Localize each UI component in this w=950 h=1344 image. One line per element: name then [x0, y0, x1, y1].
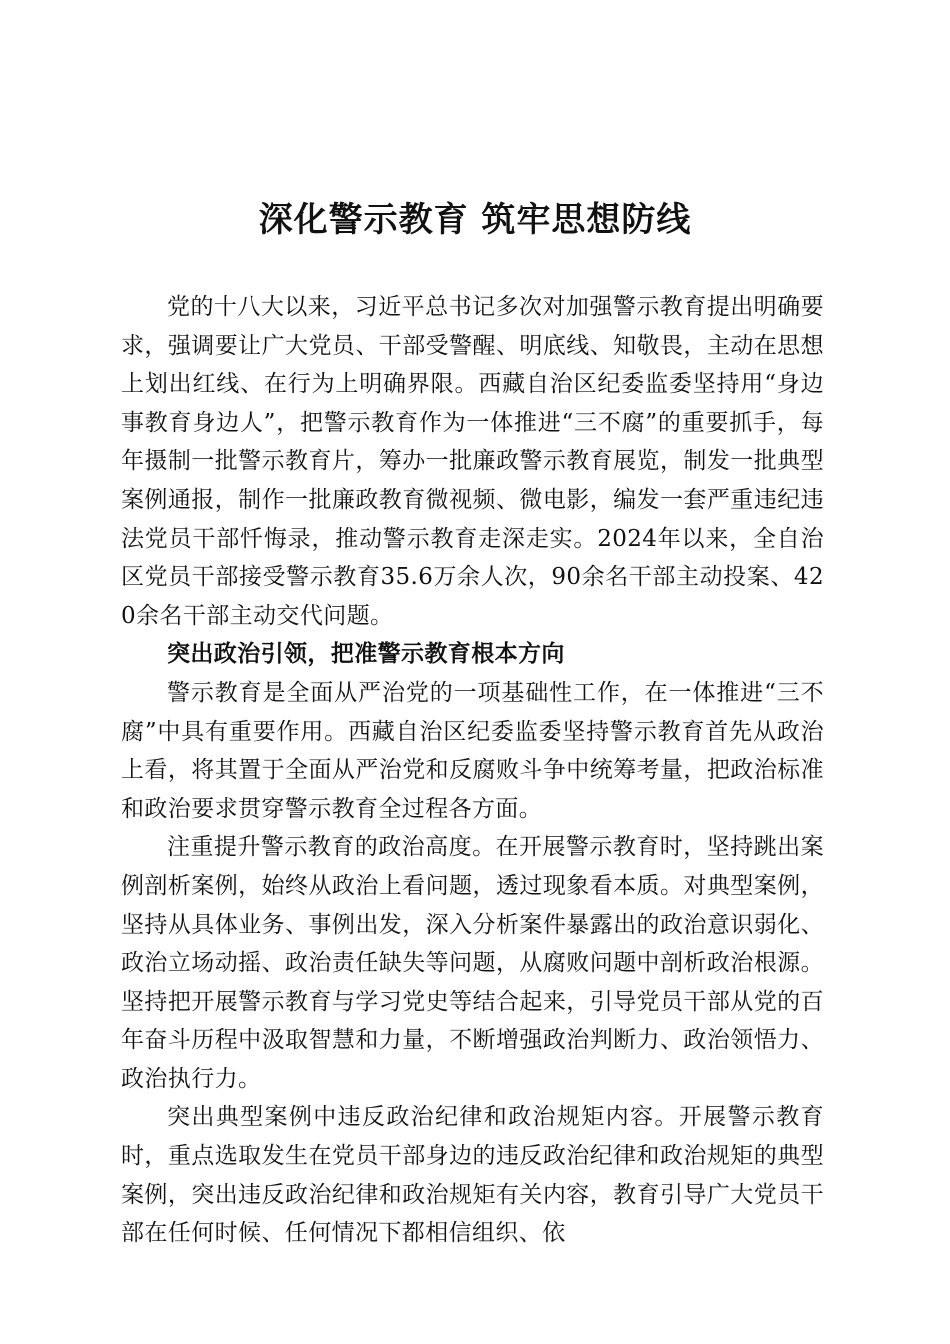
section-heading: 突出政治引领，把准警示教育根本方向 [167, 641, 565, 668]
paragraph-section-intro: 警示教育是全面从严治党的一项基础性工作，在一体推进“三不腐”中具有重要作用。西藏自治区纪委监委坚持警示教育首先从政治上看，将其置于全面从严治党和反腐败斗争中统筹考量，把政治标准和政治要求贯穿警示教育全过程各方面。 [121, 679, 824, 822]
paragraph-intro: 党的十八大以来，习近平总书记多次对加强警示教育提出明确要求，强调要让广大党员、干部受警醒、明底线、知敬畏，主动在思想上划出红线、在行为上明确界限。西藏自治区纪委监委坚持用“身边事教育身边人”，把警示教育作为一体推进“三不腐”的重要抓手，每年摄制一批警示教育片，筹办一批廉政警示教育展览，制发一批典型案例通报，制作一批廉政教育微视频、微电影，编发一套严重违纪违法党员干部忏悔录，推动警示教育走深走实。2024年以来，全自治区党员干部接受警示教育35.6万余人次，90余名干部主动投案、420余名干部主动交代问题。 [121, 294, 824, 629]
paragraph-typical-cases: 突出典型案例中违反政治纪律和政治规矩内容。开展警示教育时，重点选取发生在党员干部身边的违反政治纪律和政治规矩的典型案例，突出违反政治纪律和政治规矩有关内容，教育引导广大党员干部在任何时候、任何情况下都相信组织、依 [121, 1104, 824, 1247]
document-body [121, 288, 824, 1253]
document-title: 深化警示教育 筑牢思想防线 [258, 200, 692, 240]
paragraph-political-height: 注重提升警示教育的政治高度。在开展警示教育时，坚持跳出案例剖析案例，始终从政治上看问题，透过现象看本质。对典型案例，坚持从具体业务、事例出发，深入分析案件暴露出的政治意识弱化、政治立场动摇、政治责任缺失等问题，从腐败问题中剖析政治根源。坚持把开展警示教育与学习党史等结合起来，引导党员干部从党的百年奋斗历程中汲取智慧和力量，不断增强政治判断力、政治领悟力、政治执行力。 [121, 834, 824, 1092]
